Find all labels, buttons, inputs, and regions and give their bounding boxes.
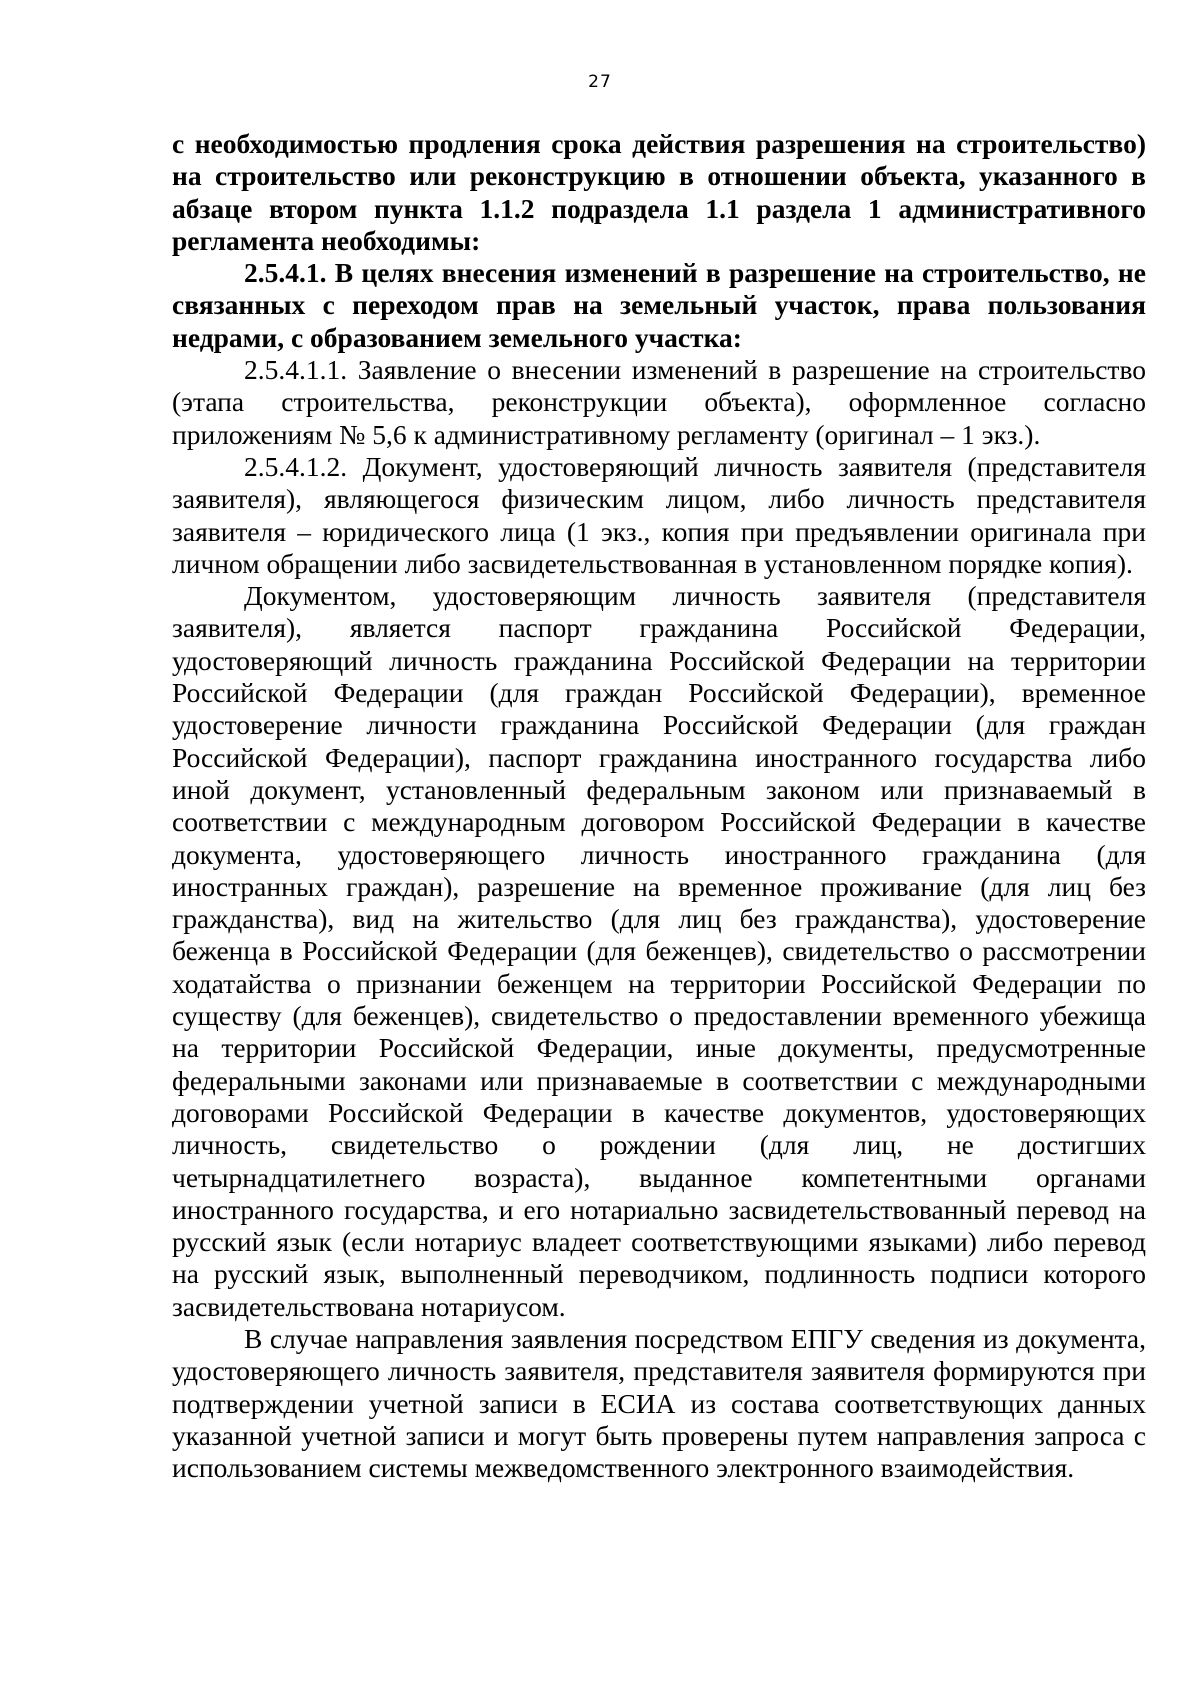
paragraph-intro: с необходимостью продления срока действия разрешения на строительство) на строительство или реконструкцию в отношении объекта, указанного в абзаце втором пункта 1.1.2 подраздела 1.1 раздела 1 административного регламента необходимы: [172,128,1146,256]
paragraph-2-5-4-1-2: 2.5.4.1.2. Документ, удостоверяющий личность заявителя (представителя заявителя), являющегося физическим лицом, либо личность представителя заявителя – юридического лица (1 экз., копия при предъявлении оригинала при личном обращении либо засвидетельствованная в установленном порядке копия). [172,450,1146,579]
paragraph-2-5-4-1-1: 2.5.4.1.1. Заявление о внесении изменений в разрешение на строительство (этапа строительства, реконструкции объекта), оформленное согласно приложениям № 5,6 к административному регламенту (оригинал – 1 экз.). [172,354,1146,450]
paragraph-identity-documents: Документом, удостоверяющим личность заявителя (представителя заявителя), является паспорт гражданина Российской Федерации, удостоверяющий личность гражданина Российской Федерации на территории Российской Федерации (для граждан Российской Федерации), временное удостоверение личности гражданина Российской Федерации (для граждан Российской Федерации), паспорт гражданина иностранного государства либо иной документ, установленный федеральным законом или признаваемый в соответствии с международным договором Российской Федерации в качестве документа, удостоверяющего личность иностранного гражданина (для иностранных граждан), разрешение на временное проживание (для лиц без гражданства), вид на жительство (для лиц без гражданства), удостоверение беженца в Российской Федерации (для беженцев), свидетельство о рассмотрении ходатайства о признании беженцем на территории Российской Федерации по существу (для беженцев), свидетельство о предоставлении временного убежища на территории Российской Федерации, иные документы, предусмотренные федеральными законами или признаваемые в соответствии с международными договорами Российской Федерации в качестве документов, удостоверяющих личность, свидетельство о рождении (для лиц, не достигших четырнадцатилетнего возраста), выданное компетентными органами иностранного государства, и его нотариально засвидетельствованный перевод на русский язык (если нотариус владеет соответствующими языками) либо перевод на русский язык, выполненный переводчиком, подлинность подписи которого засвидетельствована нотариусом. [172,580,1146,1322]
paragraph-2-5-4-1: 2.5.4.1. В целях внесения изменений в разрешение на строительство, не связанных с переходом прав на земельный участок, права пользования недрами, с образованием земельного участка: [172,257,1146,353]
paragraph-epgu: В случае направления заявления посредством ЕПГУ сведения из документа, удостоверяющего личность заявителя, представителя заявителя формируются при подтверждении учетной записи в ЕСИА из состава соответствующих данных указанной учетной записи и могут быть проверены путем направления запроса с использованием системы межведомственного электронного взаимодействия. [172,1322,1146,1484]
document-body [172,128,1146,1484]
page-number: 27 [588,72,612,92]
